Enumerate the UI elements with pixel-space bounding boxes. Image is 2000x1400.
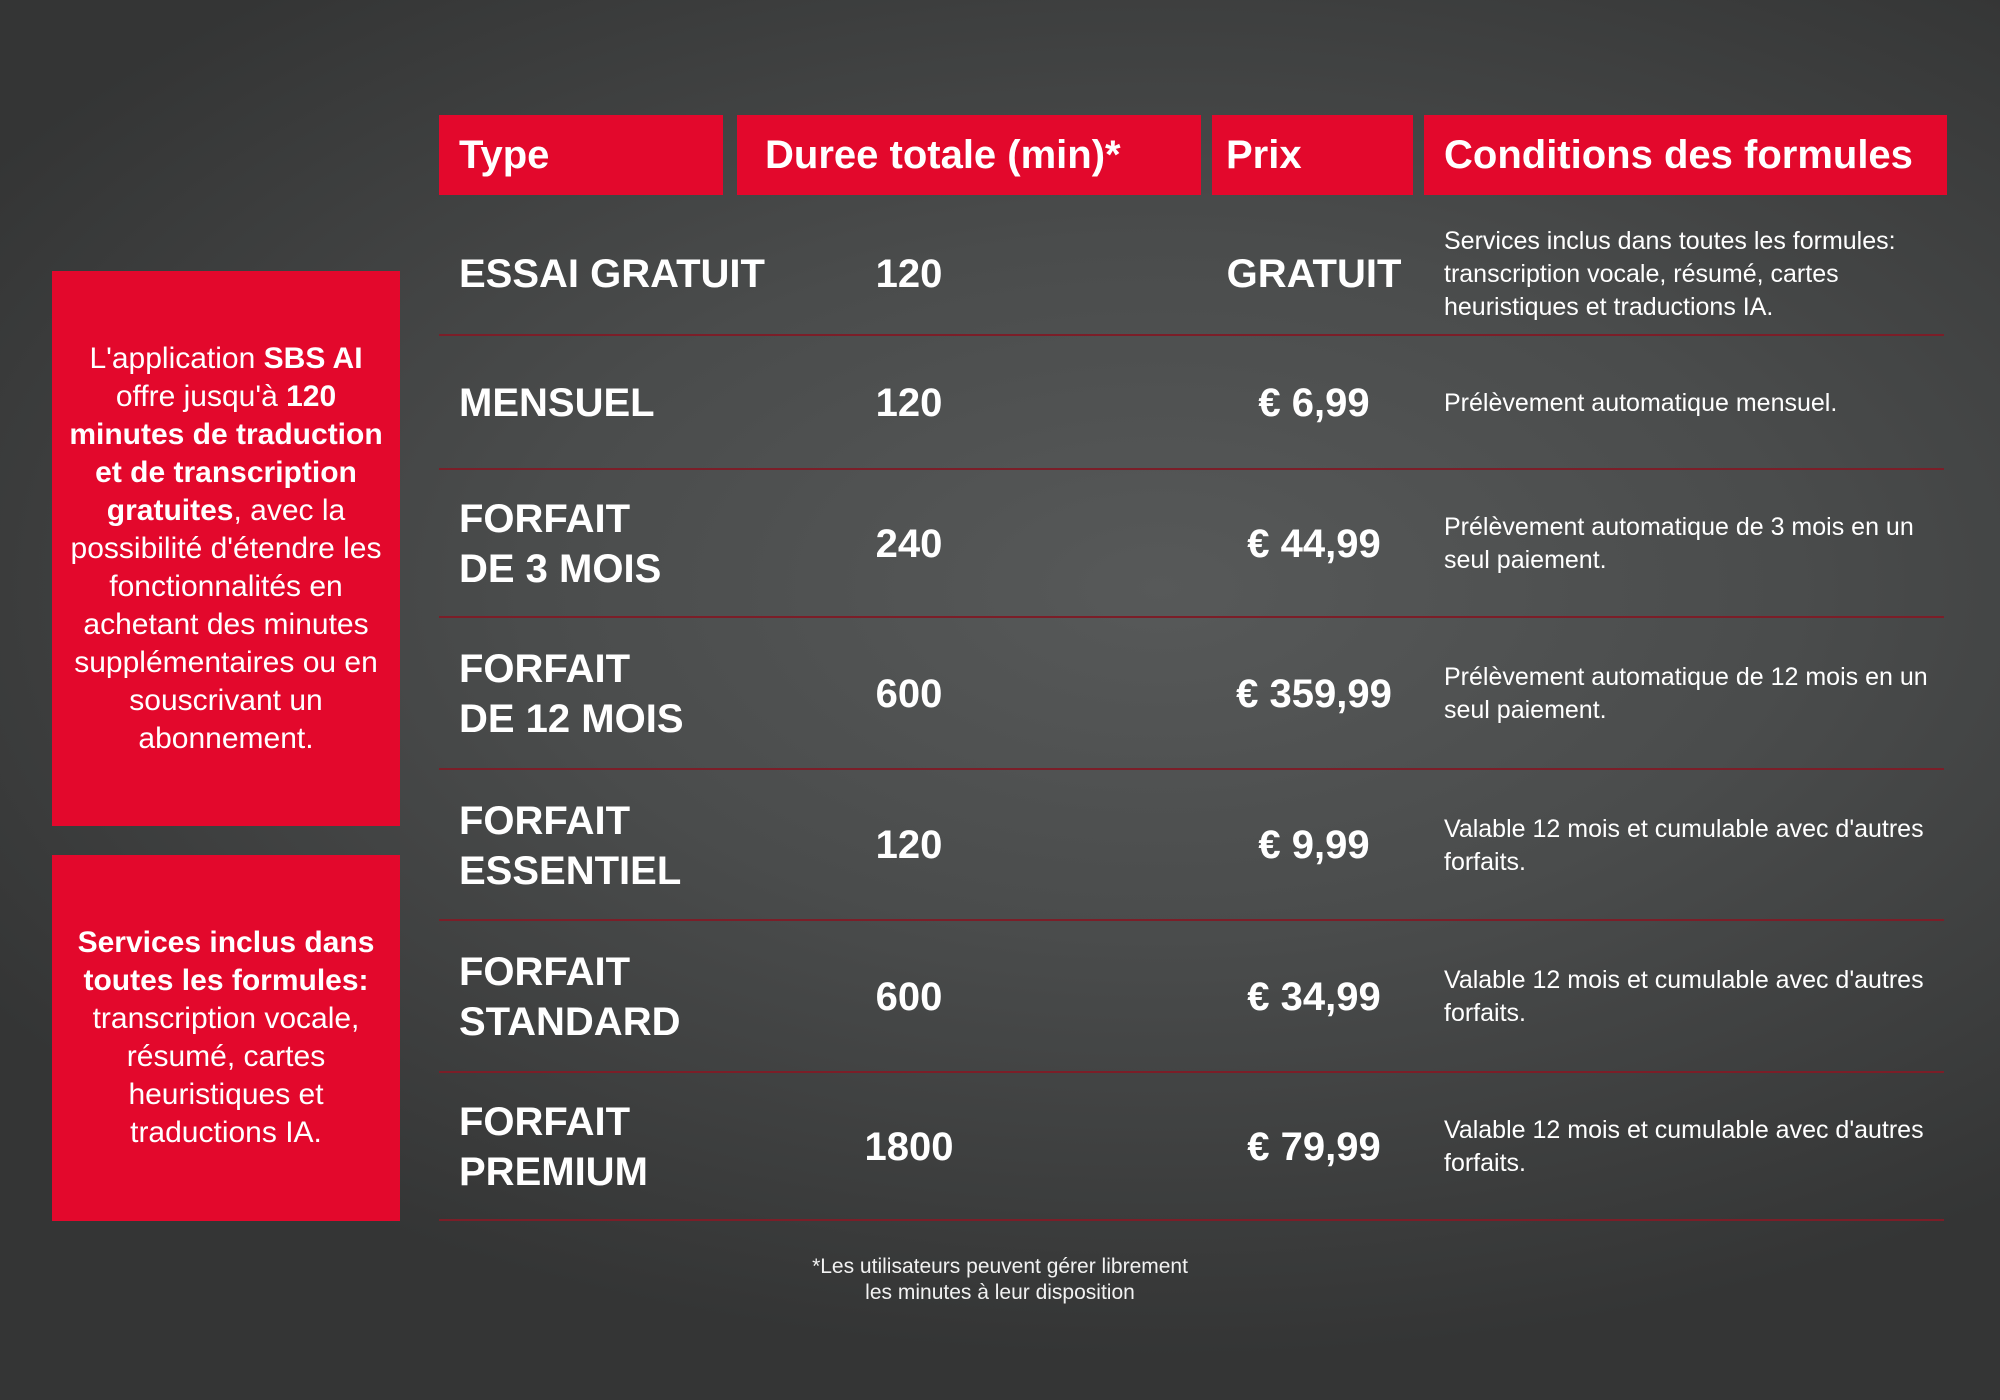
row-duration: 120	[875, 823, 943, 867]
row-duration: 600	[875, 974, 943, 1019]
row-type-line: FORFAIT	[459, 1100, 631, 1144]
services-panel	[52, 855, 400, 1221]
row-type-line: PREMIUM	[459, 1150, 648, 1194]
row-type-line: FORFAIT	[459, 950, 631, 994]
row-price: € 359,99	[1236, 671, 1392, 716]
row-duration: 600	[875, 671, 943, 716]
table-row	[439, 1073, 1944, 1221]
row-price: € 79,99	[1247, 1124, 1381, 1169]
table-row	[439, 336, 1944, 470]
intro-highlight: 120 minutes de traduction et de transcription gratuites	[69, 379, 383, 527]
intro-text-part: L'application	[89, 341, 264, 375]
intro-app-name: SBS AI	[263, 341, 363, 375]
footnote-line: les minutes à leur disposition	[865, 1281, 1135, 1304]
row-duration: 120	[875, 380, 943, 425]
table-row	[439, 770, 1944, 921]
intro-text-part: offre jusqu'à	[115, 379, 287, 413]
row-conditions: Valable 12 mois et cumulable avec d'autres forfaits.	[1444, 814, 1924, 876]
row-conditions: Valable 12 mois et cumulable avec d'autres forfaits.	[1444, 966, 1924, 1027]
row-conditions: Prélèvement automatique mensuel.	[1444, 388, 1838, 417]
row-type-line: DE 3 MOIS	[459, 547, 662, 591]
intro-text	[60, 340, 392, 758]
header-duration: Duree totale (min)*	[737, 115, 1201, 195]
table-row	[439, 618, 1944, 770]
header-conditions: Conditions des formules	[1424, 115, 1947, 195]
row-type-line: FORFAIT	[459, 497, 631, 541]
footnote	[700, 1254, 1300, 1306]
services-text	[66, 924, 386, 1152]
row-type-line: ESSENTIEL	[459, 848, 682, 893]
services-heading: Services inclus dans toutes les formules:	[77, 926, 375, 997]
table-row	[439, 212, 1944, 336]
row-type-line: MENSUEL	[459, 381, 655, 425]
table-row	[439, 921, 1944, 1073]
row-type-line: STANDARD	[459, 1000, 681, 1044]
row-price: € 6,99	[1258, 380, 1370, 425]
services-list: transcription vocale, résumé, cartes heuristiques et traductions IA.	[92, 1002, 360, 1149]
row-duration: 1800	[864, 1124, 954, 1169]
row-divider	[439, 1219, 1944, 1221]
row-conditions: Services inclus dans toutes les formules: transcription vocale, résumé, cartes heuristiques et traductions IA.	[1444, 226, 1896, 321]
row-price: GRATUIT	[1226, 251, 1402, 296]
row-conditions: Prélèvement automatique de 12 mois en un seul paiement.	[1444, 663, 1928, 724]
row-conditions: Prélèvement automatique de 3 mois en un seul paiement.	[1444, 513, 1914, 574]
row-type-line: FORFAIT	[459, 798, 631, 843]
row-price: € 34,99	[1247, 974, 1381, 1019]
header-price: Prix	[1212, 115, 1413, 195]
intro-panel	[52, 271, 400, 826]
header-type: Type	[439, 115, 723, 195]
row-duration: 120	[875, 251, 943, 296]
table-row	[439, 470, 1944, 618]
row-price: € 9,99	[1258, 823, 1370, 867]
intro-text-part: , avec la possibilité d'étendre les fonctionnalités en achetant des minutes supplémentaires ou en souscrivant un abonnement.	[70, 493, 382, 755]
row-type-line: FORFAIT	[459, 647, 631, 691]
footnote-line: *Les utilisateurs peuvent gérer librement	[812, 1255, 1188, 1278]
row-type-line: ESSAI GRATUIT	[459, 252, 765, 296]
row-conditions: Valable 12 mois et cumulable avec d'autres forfaits.	[1444, 1116, 1924, 1177]
row-type-line: DE 12 MOIS	[459, 697, 684, 741]
row-price: € 44,99	[1247, 521, 1381, 566]
row-duration: 240	[875, 521, 943, 566]
